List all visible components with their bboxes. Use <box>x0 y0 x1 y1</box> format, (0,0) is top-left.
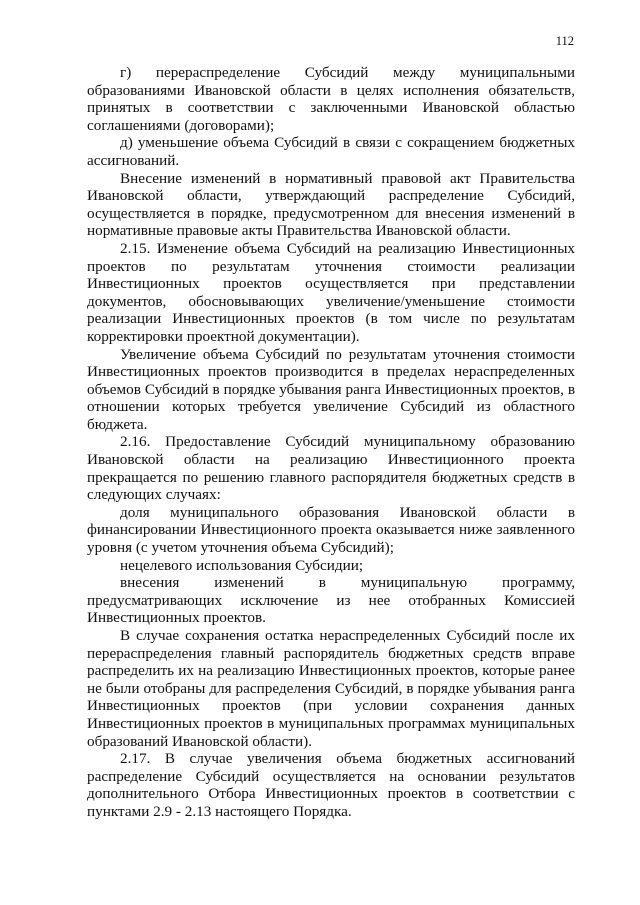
paragraph-case-program-change: внесения изменений в муниципальную программу, предусматривающих исключение из нее отобранных Комиссией Инвестиционных проектов. <box>87 574 575 627</box>
paragraph-2-17: 2.17. В случае увеличения объема бюджетных ассигнований распределение Субсидий осуществляется на основании результатов дополнительного Отбора Инвестиционных проектов в соответствии с пунктами 2.9 - 2.13 настоящего Порядка. <box>87 750 575 820</box>
paragraph-item-g: г) перераспределение Субсидий между муниципальными образованиями Ивановской области в целях исполнения обязательств, принятых в соответствии с заключенными Ивановской областью соглашениями (договорами); <box>87 64 575 134</box>
paragraph-2-16: 2.16. Предоставление Субсидий муниципальному образованию Ивановской области на реализацию Инвестиционного проекта прекращается по решению главного распорядителя бюджетных средств в следующих случаях: <box>87 433 575 504</box>
document-body <box>87 64 575 821</box>
paragraph-case-share: доля муниципального образования Ивановской области в финансировании Инвестиционного проекта оказывается ниже заявленного уровня (с учетом уточнения объема Субсидий); <box>87 503 575 557</box>
paragraph-remaining-subsidies: В случае сохранения остатка нераспределенных Субсидий после их перераспределения главный распорядитель бюджетных средств вправе распределить их на реализацию Инвестиционных проектов, которые ранее не были отобраны для распределения Субсидий, в порядке убывания ранга Инвестиционных проектов (при условии сохранения данных Инвестиционных проектов в муниципальных программах муниципальных образований Ивановской области). <box>87 627 575 750</box>
paragraph-subsidy-increase: Увеличение объема Субсидий по результатам уточнения стоимости Инвестиционных проектов производится в пределах нераспределенных объемов Субсидий в порядке убывания ранга Инвестиционных проектов, в отношении которых требуется увеличение Субсидий из областного бюджета. <box>87 345 575 433</box>
page-number: 112 <box>555 34 574 48</box>
paragraph-case-misuse: нецелевого использования Субсидии; <box>120 556 364 574</box>
paragraph-2-15: 2.15. Изменение объема Субсидий на реализацию Инвестиционных проектов по результатам уточнения стоимости реализации Инвестиционных проектов осуществляется при представлении документов, обосновывающих увеличение/уменьшение стоимости реализации Инвестиционных проектов (в том числе по результатам корректировки проектной документации). <box>87 239 575 345</box>
paragraph-item-d: д) уменьшение объема Субсидий в связи с сокращением бюджетных ассигнований. <box>87 134 575 169</box>
paragraph-amendment-procedure: Внесение изменений в нормативный правовой акт Правительства Ивановской области, утверждающий распределение Субсидий, осуществляется в порядке, предусмотренном для внесения изменений в нормативные правовые акты Правительства Ивановской области. <box>87 169 575 240</box>
